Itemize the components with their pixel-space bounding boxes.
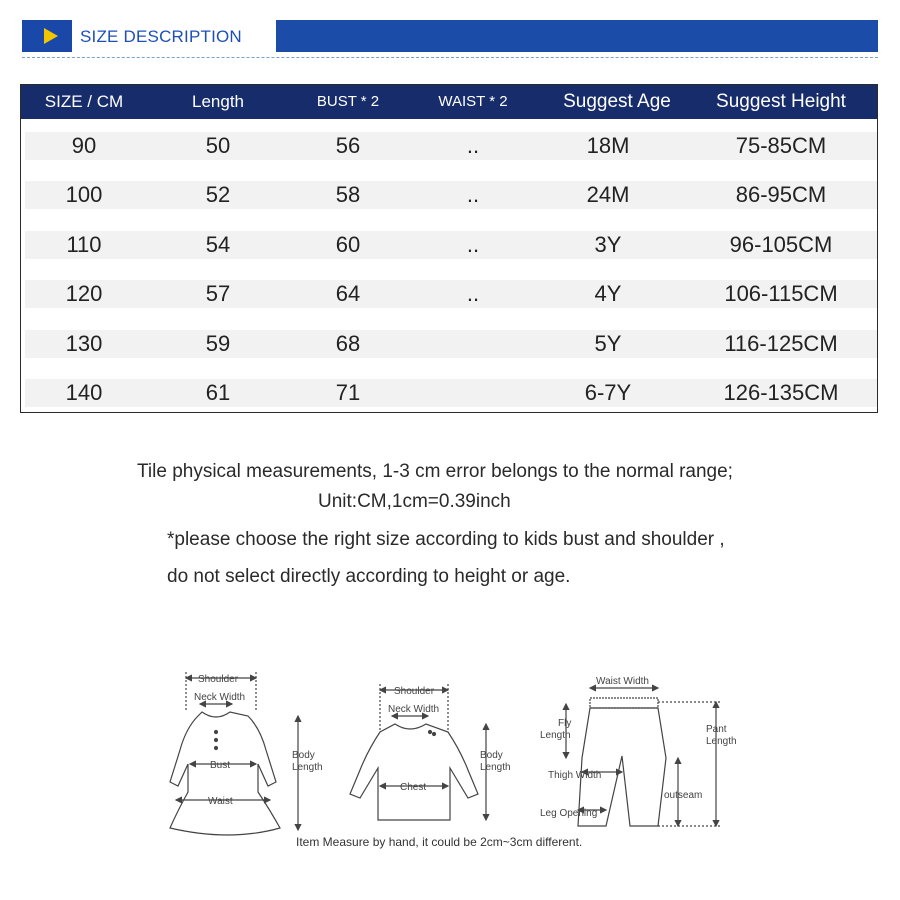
cell-bust: 60 <box>335 232 361 257</box>
table-row <box>25 379 877 407</box>
label-shoulder: Shoulder <box>394 686 435 697</box>
cell-bust: 58 <box>335 182 361 207</box>
cell-waist: .. <box>466 281 480 306</box>
section-banner <box>22 20 878 52</box>
cell-waist: .. <box>466 133 480 158</box>
cell-height: 126-135CM <box>723 380 839 405</box>
cell-bust: 56 <box>335 133 361 158</box>
note-not-by-height: do not select directly according to height or age. <box>167 566 571 587</box>
cell-length: 50 <box>205 133 231 158</box>
cell-height: 96-105CM <box>729 232 833 257</box>
diagram-footnote: Item Measure by hand, it could be 2cm~3cm different. <box>296 835 583 849</box>
cell-waist <box>413 330 533 358</box>
cell-length: 54 <box>205 232 231 257</box>
cell-age: 4Y <box>594 281 622 306</box>
label-body: Body <box>292 750 315 761</box>
cell-size: 140 <box>65 380 103 405</box>
dress-outline-icon <box>170 712 280 835</box>
label-pant: Pant <box>706 724 727 735</box>
cell-age: 6-7Y <box>584 380 632 405</box>
cell-age: 24M <box>586 182 630 207</box>
label-chest: Chest <box>400 782 427 793</box>
table-header <box>21 85 877 119</box>
cell-length: 52 <box>205 182 231 207</box>
banner-lead-block <box>22 20 72 52</box>
section-title: SIZE DESCRIPTION <box>80 27 242 46</box>
shirt-outline-icon <box>350 724 478 820</box>
banner-divider <box>22 57 878 58</box>
table-row <box>25 280 877 308</box>
col-size: SIZE / CM <box>44 92 124 111</box>
table-row <box>25 330 877 358</box>
label-pant-length: Length <box>706 736 737 747</box>
cell-waist: .. <box>466 182 480 207</box>
cell-size: 110 <box>66 232 102 257</box>
label-thigh-width: Thigh Width <box>548 770 602 781</box>
play-arrow-icon <box>44 28 58 44</box>
size-table <box>20 84 878 413</box>
cell-size: 120 <box>65 281 103 306</box>
cell-size: 100 <box>65 182 103 207</box>
col-suggest-age: Suggest Age <box>563 91 671 112</box>
cell-height: 86-95CM <box>735 182 827 207</box>
table-row <box>25 132 877 160</box>
label-bust: Bust <box>210 760 231 771</box>
label-waist: Waist <box>208 796 233 807</box>
note-choose-size: *please choose the right size according to kids bust and shoulder , <box>167 529 725 550</box>
cell-age: 3Y <box>594 232 622 257</box>
banner-bar <box>276 20 878 52</box>
col-suggest-height: Suggest Height <box>716 91 846 112</box>
pants-diagram <box>566 688 722 826</box>
shirt-labels <box>388 686 511 793</box>
cell-waist <box>413 379 533 407</box>
waistband-icon <box>590 698 658 708</box>
col-waist: WAIST * 2 <box>438 93 508 110</box>
cell-size: 90 <box>71 133 97 158</box>
label-body: Body <box>480 750 503 761</box>
cell-bust: 71 <box>335 380 361 405</box>
measurement-diagrams <box>130 645 770 865</box>
label-shoulder: Shoulder <box>198 674 239 685</box>
col-length: Length <box>192 92 244 111</box>
banner-label-box <box>72 20 274 52</box>
cell-bust: 68 <box>335 331 361 356</box>
cell-length: 61 <box>205 380 231 405</box>
label-fly: Fly <box>558 718 572 729</box>
label-neck-width: Neck Width <box>194 692 246 703</box>
label-outseam: outseam <box>664 790 703 801</box>
cell-size: 130 <box>65 331 103 356</box>
cell-length: 57 <box>205 281 231 306</box>
label-leg-opening: Leg Opening <box>540 808 598 819</box>
cell-waist: .. <box>466 232 480 257</box>
cell-age: 18M <box>586 133 630 158</box>
col-bust: BUST * 2 <box>316 93 380 110</box>
cell-age: 5Y <box>594 331 622 356</box>
label-waist-width: Waist Width <box>596 676 649 687</box>
note-measurement-error: Tile physical measurements, 1-3 cm error belongs to the normal range; <box>137 461 733 482</box>
table-row <box>25 181 877 209</box>
cell-height: 116-125CM <box>724 331 838 356</box>
cell-bust: 64 <box>335 281 361 306</box>
label-fly-length: Length <box>540 730 571 741</box>
note-unit: Unit:CM,1cm=0.39inch <box>318 491 511 512</box>
cell-height: 75-85CM <box>735 133 827 158</box>
cell-height: 106-115CM <box>724 281 838 306</box>
label-length: Length <box>292 762 323 773</box>
table-row <box>25 231 877 259</box>
cell-length: 59 <box>205 331 231 356</box>
label-neck-width: Neck Width <box>388 704 440 715</box>
label-length: Length <box>480 762 511 773</box>
